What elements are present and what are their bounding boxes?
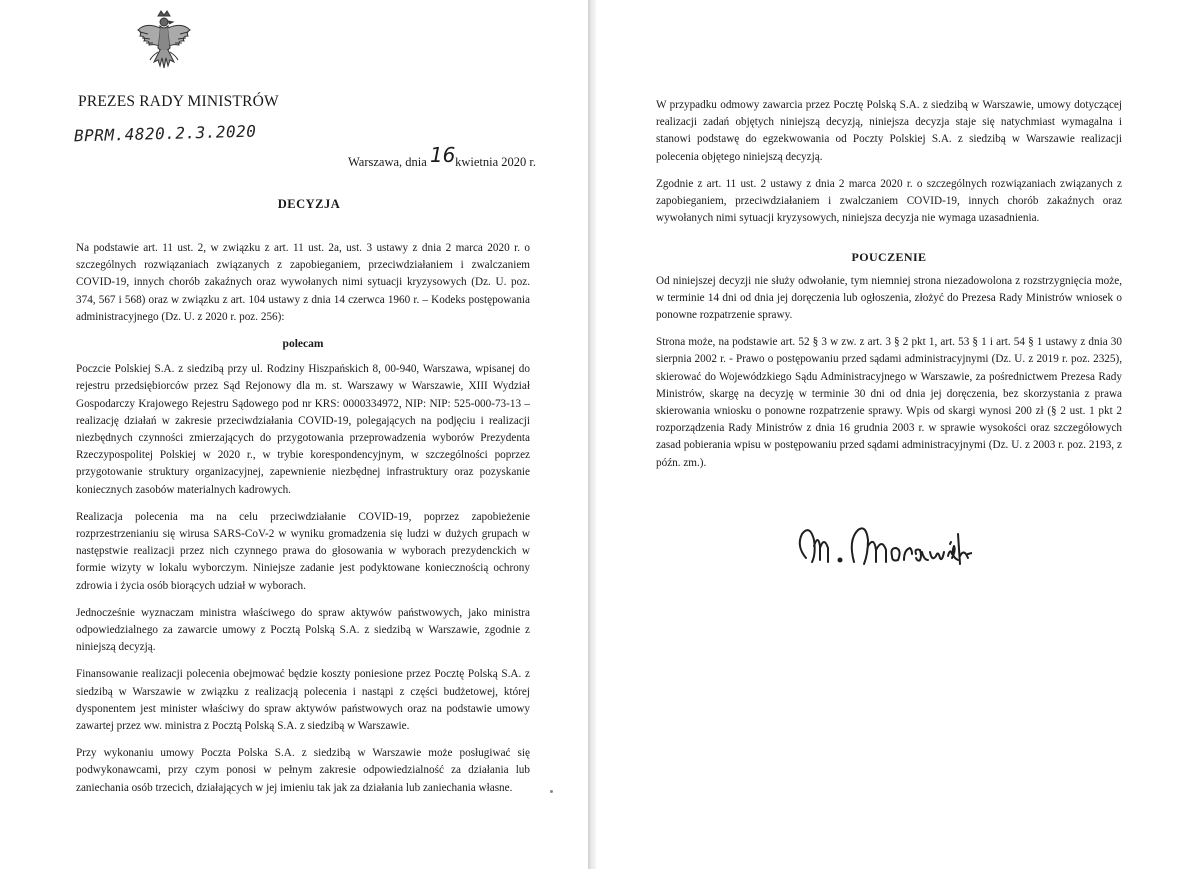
subcontractors-paragraph: Przy wykonaniu umowy Poczta Polska S.A. z siedzibą w Warszawie może posługiwać się podwykonawcami, przy czym ponosi w pełnym zakresie odpowiedzialność za działania lub zaniechania osób trzecich, działających w jej imieniu tak jak za działania lub zaniechania własne. <box>76 747 530 794</box>
office-title: PREZES RADY MINISTRÓW <box>78 93 279 110</box>
enforcement-paragraph: W przypadku odmowy zawarcia przez Pocztę Polską S.A. z siedzibą w Warszawie, umowy dotyczącej realizacji zadań objętych niniejszą decyzją, niniejsza decyzja staje się natychmiast wymagalna i stanowi podstawę do egzekwowania od Poczty Polskiej S.A. z siedzibą w Warszawie realizacji polecenia objętego niniejszą decyzją. <box>656 99 1122 163</box>
complaint-paragraph: Strona może, na podstawie art. 52 § 3 w zw. z art. 3 § 2 pkt 1, art. 53 § 1 i art. 54 § 1 ustawy z dnia 30 sierpnia 2002 r. - Prawo o postępowaniu przed sądami administracyjnymi (Dz. U. z 2019 r. poz. 2325), skierować do Wojewódzkiego Sądu Administracyjnego w Warszawie, za pośrednictwem Prezesa Rady Ministrów, skargę na decyzję w terminie 30 dni od dnia jej doręczenia, bez skorzystania z prawa skierowania wniosku o ponowne rozpatrzenie sprawy. Wpis od skargi wynosi 200 zł (§ 2 ust. 1 pkt 2 rozporządzenia Rady Ministrów z dnia 16 grudnia 2003 r. w sprawie wysokości oraz szczegółowych zasad pobierania wpisu w postępowaniu przed sądami administracyjnymi (Dz. U. z 2003 r. poz. 2193, z późn. zm.). <box>656 336 1122 469</box>
place-date-prefix: Warszawa, dnia <box>348 155 427 169</box>
place-date <box>348 143 536 171</box>
reference-number: BPRM.4820.2.3.2020 <box>73 121 257 146</box>
command-word: polecam <box>282 338 324 351</box>
handwritten-signature-icon <box>792 506 972 586</box>
purpose-paragraph: Realizacja polecenia ma na celu przeciwdziałanie COVID-19, poprzez zapobieżenie rozprzestrzenianiu się wirusa SARS-CoV-2 w wyniku gromadzenia się ludzi w dużych grupach w następstwie realizacji przez nich czynnego prawa do głosowania w wyborach prezydenckich w formie wizyty w lokalu wyborczym. Niniejsze zadanie jest podyktowane koniecznością ochrony zdrowia i życia osób biorących udział w wyborach. <box>76 510 530 592</box>
decision-body <box>76 240 530 807</box>
decision-heading: DECYZJA <box>277 197 341 211</box>
place-date-suffix: kwietnia 2020 r. <box>455 155 536 169</box>
document-page-right <box>596 0 1200 869</box>
minister-designation-paragraph: Jednocześnie wyznaczam ministra właściwego do spraw aktywów państwowych, jako ministra odpowiedzialnego za zawarcie umowy z Pocztą Polską S.A. z siedzibą w Warszawie, zgodnie z niniejszą decyzją. <box>76 606 530 654</box>
scan-speck <box>550 790 553 793</box>
legal-basis-paragraph: Na podstawie art. 11 ust. 2, w związku z art. 11 ust. 2a, ust. 3 ustawy z dnia 2 marca 2020 r. o szczególnych rozwiązaniach związanych z zapobieganiem, przeciwdziałaniem i zwalczaniem COVID-19, innych chorób zakaźnych oraz wywołanych nimi sytuacji kryzysowych (Dz. U. poz. 374, 567 i 568) oraz w związku z art. 104 ustawy z dnia 14 czerwca 1960 r. – Kodeks postępowania administracyjnego (Dz. U. z 2020 r. poz. 256): <box>76 242 530 323</box>
white-eagle-emblem-icon <box>134 8 194 74</box>
no-justification-paragraph: Zgodnie z art. 11 ust. 2 ustawy z dnia 2 marca 2020 r. o szczególnych rozwiązaniach związanych z zapobieganiem, przeciwdziałaniem i zwalczaniem COVID-19, innych chorób zakaźnych oraz wywołanych nimi sytuacji kryzysowych, niniejsza decyzja nie wymaga uzasadnienia. <box>656 177 1122 225</box>
page-divider <box>588 0 596 869</box>
reconsideration-paragraph: Od niniejszej decyzji nie służy odwołanie, tym niemniej strona niezadowolona z rozstrzygnięcia może, w terminie 14 dni od dnia jej doręczenia lub ogłoszenia, złożyć do Prezesa Rady Ministrów wniosek o ponowne rozpatrzenie sprawy. <box>656 274 1122 322</box>
instruction-heading: POUCZENIE <box>851 250 927 265</box>
decision-body-continued <box>656 97 1122 482</box>
financing-paragraph: Finansowanie realizacji polecenia obejmować będzie koszty poniesione przez Pocztę Polską S.A. z siedzibą w Warszawie w związku z realizacją polecenia i nastąpi z części budżetowej, której dysponentem jest minister właściwy do spraw aktywów państwowych oraz na podstawie umowy zawartej przez ww. ministra z Pocztą Polską S.A. z siedzibą w Warszawie. <box>76 668 530 733</box>
place-date-day: 16 <box>429 143 456 167</box>
order-paragraph: Poczcie Polskiej S.A. z siedzibą przy ul. Rodziny Hiszpańskich 8, 00-940, Warszawa, wpisanej do rejestru przedsiębiorców przez Sąd Rejonowy dla m. st. Warszawy w Warszawie, XIII Wydział Gospodarczy Krajowego Rejestru Sądowego pod nr KRS: 0000334972, NIP: NIP: 525-000-73-13 – realizację działań w zakresie przeciwdziałania COVID-19, polegających na podjęciu i realizacji niezbędnych czynności zmierzających do przygotowania przeprowadzenia wyborów Prezydenta Rzeczypospolitej Polskiej w 2020 r., w trybie korespondencyjnym, w szczególności poprzez przygotowanie struktury organizacyjnej, zapewnienie niezbędnej infrastruktury oraz pozyskanie koniecznych zasobów materialnych kadrowych. <box>76 363 530 496</box>
document-page-left <box>0 0 588 869</box>
